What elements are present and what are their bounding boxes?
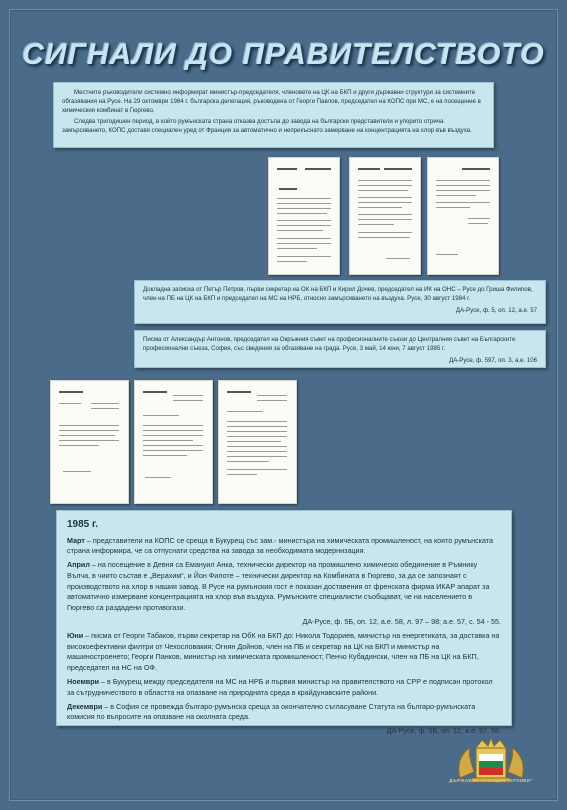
caption-1-text: Докладна записка от Петър Петров, първи секретар на ОК на БКП и Кирил Дочев, председател на ИК на ОНС – Русе до Гриша Филипов, член на ПБ на ЦК на БКП и председател на МС на НРБ, относно замърсяването на въздуха. Русе, 30 август 1984 г. [143,286,533,302]
chronicle-source: ДА-Русе, ф. 5Б, оп. 12, а.е. 57, 58. [386,726,501,736]
chronicle-entry-december: Декември – в София се провежда българо-румънска среща за окончателно съгласуване Статута на българо-румънската комисия по въпросите на опазване на околната среда. [67,701,476,722]
archives-agency-caption: ДЪРЖАВНА АГЕНЦИЯ "АРХИВИ" [449,778,533,783]
intro-paragraph-1: Местните ръководители системно информират министър-председателя, членовете на ЦК на БКП и други държавни структури за системните обгазявания на Русе. На 29 октомври 1984 г. българска делегация, ръководена от Георги Павлов, председател на КОПС при МС, е на посещение в химическия комбинат в Гюргево. [62,89,481,114]
document-scan-1 [268,157,340,275]
chronicle-year: 1985 г. [67,519,98,530]
caption-panel-2 [134,330,546,368]
document-scan-6 [218,380,297,504]
caption-panel-1 [134,280,546,324]
document-scan-4 [50,380,129,504]
chronicle-entry-march: Март – представители на КОПС се среща в Букурещ със зам.- министъра на химическата промишленост, на която румънската страна информира, че са отпуснати средства на завода за необходимата модернизация. [67,535,494,556]
caption-2-text: Писма от Александър Антонов, председател на Окръжния съвет на професионалните съюзи до Централния съвет на Българските професионални съюза, София, със сведения за обгазяване на града. Русе, 3 май, 14 юни, 7 август 1985 г. [143,336,516,352]
document-scan-5 [134,380,213,504]
document-scan-2 [349,157,421,275]
page-title: СИГНАЛИ ДО ПРАВИТЕЛСТВОТО [22,38,545,71]
archives-agency-logo [452,734,530,784]
chronicle-panel [56,510,512,736]
chronicle-entry-april: Април – на посещение в Девня са Емануил Анка, технически директор на промишлено химическо обединение в Ръмнику Вълча, в чиито състав е „Верахим“, и Йон Филоте – технически директор на Комбината в Гюргево, за да се запознаят с производството на хлор в нашия завод. В Русе на румънския гост е показан доставения от френската фирма ИКАР апарат за автоматично измерване концентрацията на хлор във въздуха. Румънските специалисти съобщават, че на населението в Гюргево са раздадени противогази. [67,560,490,613]
caption-2-source: ДА-Русе, ф. 597, оп. 3, а.е. 106 [449,356,537,364]
chronicle-entry-november: Ноември – в Букурещ между председателя на МС на НРБ и първия министър на правителството на СРР е подписан протокол за сътрудничеството в областта на опазване на природната среда в крайдунавските райони. [67,677,493,697]
chronicle-entry-june: Юни – писма от Георги Табаков, първи секретар на ОбК на БКП до: Никола Тодориев, министър на енергетиката, за доставка на високоефективни филтри от Чехословакия; Огнян Дойнов, член на ПБ и секретар на ЦК на БКП и министър на машиностроенето; Георги Панков, министър на химическата промишленост; Пенчо Кубадински, член на ПБ на ЦК на БКП, председател на НС на ОФ. [67,630,500,673]
chronicle-entry-april-source: ДА-Русе, ф. 5Б, оп. 12, а.е. 58, л. 97 – 98; а.е. 57, с. 54 - 55. [302,617,501,627]
intro-paragraph-2: Следва тригодишен период, в който румънската страна отказва достъпа до завода на български представители и упорито отрича замърсяването, КОПС доставя специален уред от Франция за автоматично и непрекъснато замерване на концентрацията на хлор във въздуха. [62,118,472,135]
intro-panel [53,82,494,148]
document-scan-3 [427,157,499,275]
caption-1-source: ДА-Русе, ф. 5, оп. 12, а.е. 57 [455,306,537,314]
